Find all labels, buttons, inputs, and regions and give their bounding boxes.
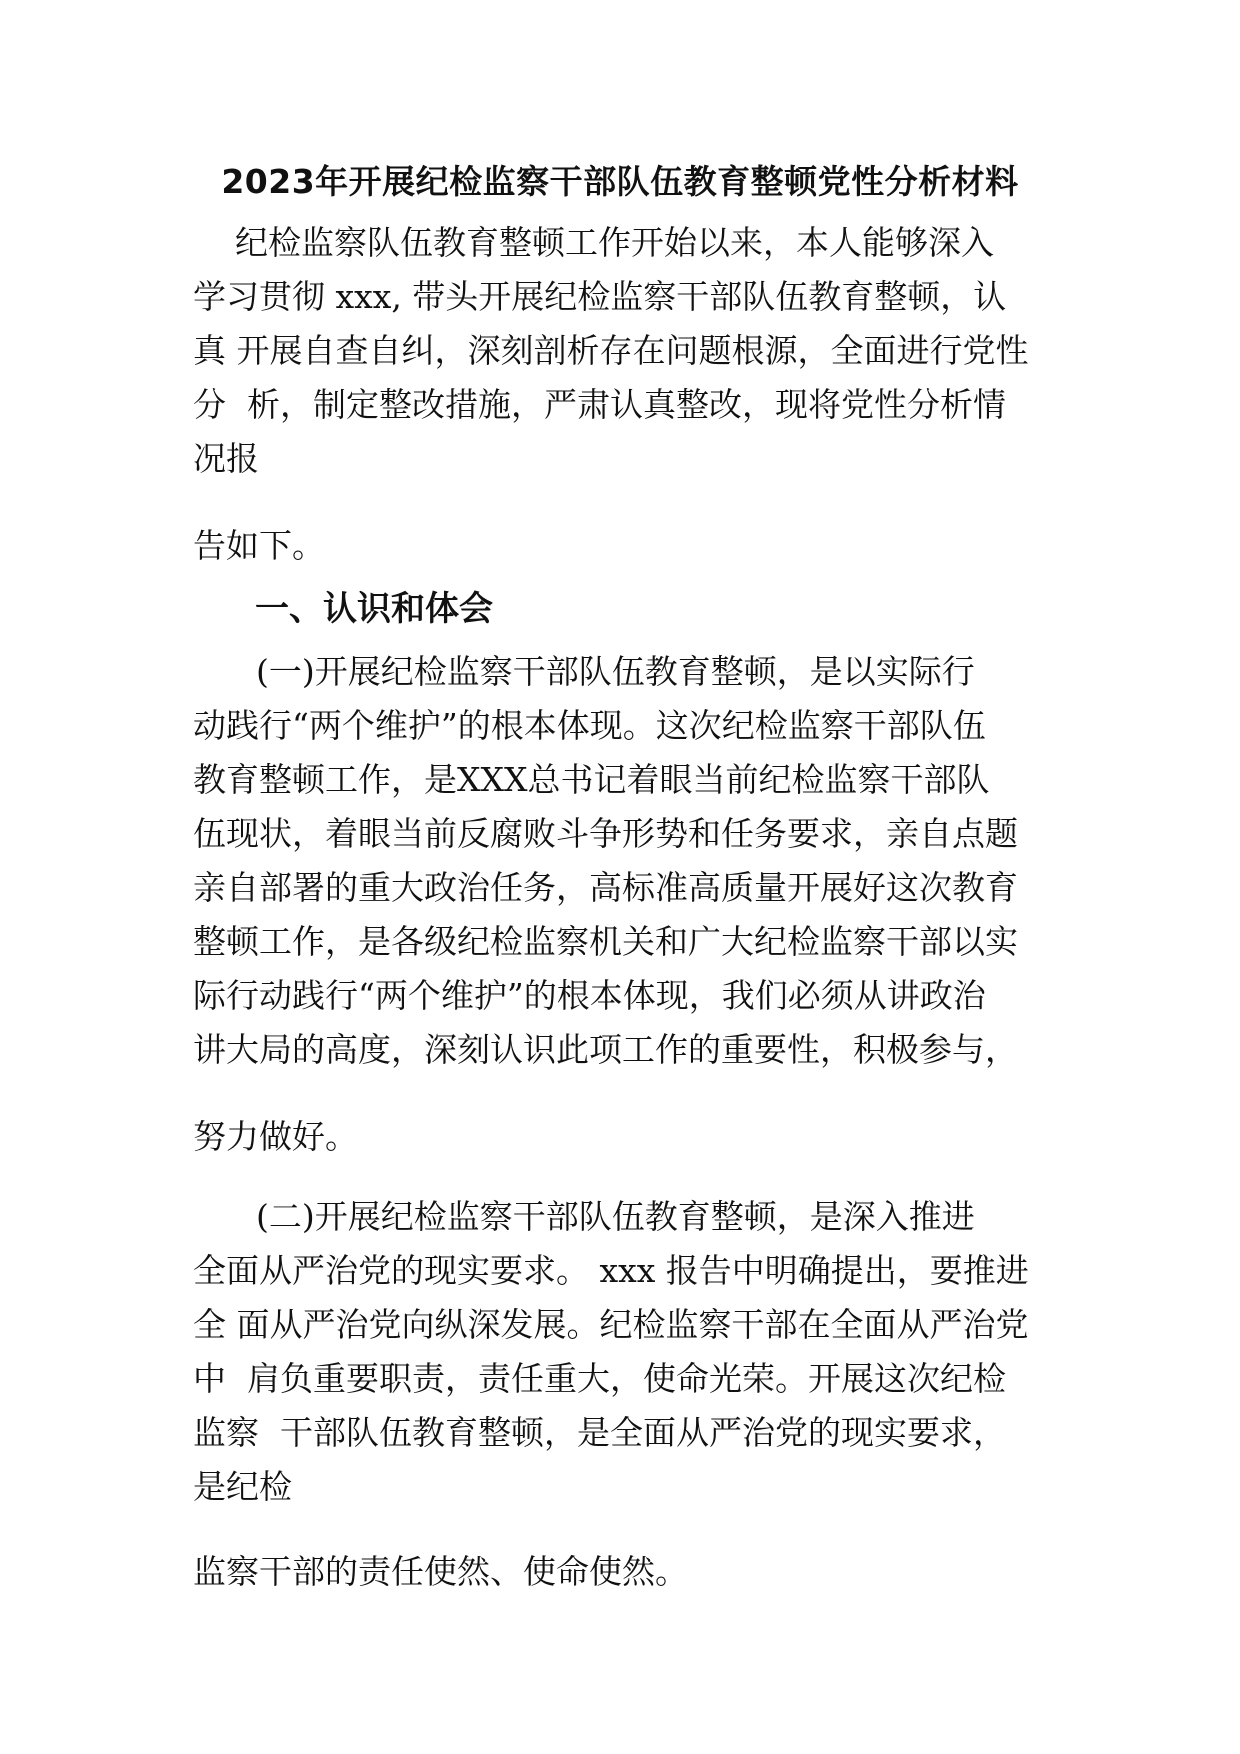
paragraph-line: 伍现状，着眼当前反腐败斗争形势和任务要求，亲自点题 bbox=[193, 814, 1018, 853]
paragraph-line: 讲大局的高度，深刻认识此项工作的重要性，积极参与， bbox=[193, 1030, 1018, 1069]
paragraph-line: 全 面从严治党向纵深发展。纪检监察干部在全面从严治党 bbox=[193, 1305, 1029, 1344]
paragraph-line: 际行动践行“两个维护”的根本体现，我们必须从讲政治 bbox=[193, 976, 986, 1015]
paragraph-line: 学习贯彻 xxx, 带头开展纪检监察干部队伍教育整顿，认 bbox=[193, 277, 1007, 316]
paragraph-line: 努力做好。 bbox=[193, 1117, 358, 1156]
paragraph-line: 全面从严治党的现实要求。 xxx 报告中明确提出，要推进 bbox=[193, 1251, 1029, 1290]
paragraph-line: (二)开展纪检监察干部队伍教育整顿，是深入推进 bbox=[193, 1197, 975, 1236]
paragraph-line: 动践行“两个维护”的根本体现。这次纪检监察干部队伍 bbox=[193, 706, 986, 745]
paragraph-line: 况报 bbox=[193, 439, 259, 478]
paragraph-line: 纪检监察队伍教育整顿工作开始以来，本人能够深入 bbox=[193, 223, 994, 262]
paragraph-line: 分 析，制定整改措施，严肃认真整改，现将党性分析情 bbox=[193, 385, 1006, 424]
paragraph-line: 亲自部署的重大政治任务，高标准高质量开展好这次教育 bbox=[193, 868, 1018, 907]
paragraph-line: 告如下。 bbox=[193, 526, 325, 565]
paragraph-line: 监察干部的责任使然、使命使然。 bbox=[193, 1552, 688, 1591]
paragraph-line: (一)开展纪检监察干部队伍教育整顿，是以实际行 bbox=[193, 652, 975, 691]
paragraph-line: 监察 干部队伍教育整顿，是全面从严治党的现实要求， bbox=[193, 1413, 1006, 1452]
paragraph-line: 是纪检 bbox=[193, 1467, 292, 1506]
paragraph-line: 中 肩负重要职责，责任重大，使命光荣。开展这次纪检 bbox=[193, 1359, 1006, 1398]
paragraph-line: 整顿工作，是各级纪检监察机关和广大纪检监察干部以实 bbox=[193, 922, 1018, 961]
paragraph-line: 真 开展自查自纠，深刻剖析存在问题根源，全面进行党性 bbox=[193, 331, 1029, 370]
paragraph-line: 教育整顿工作，是XXX总书记着眼当前纪检监察干部队 bbox=[193, 760, 990, 799]
page-title: 2023年开展纪检监察干部队伍教育整顿党性分析材料 bbox=[221, 162, 1019, 201]
section-heading: 一、认识和体会 bbox=[255, 589, 493, 629]
